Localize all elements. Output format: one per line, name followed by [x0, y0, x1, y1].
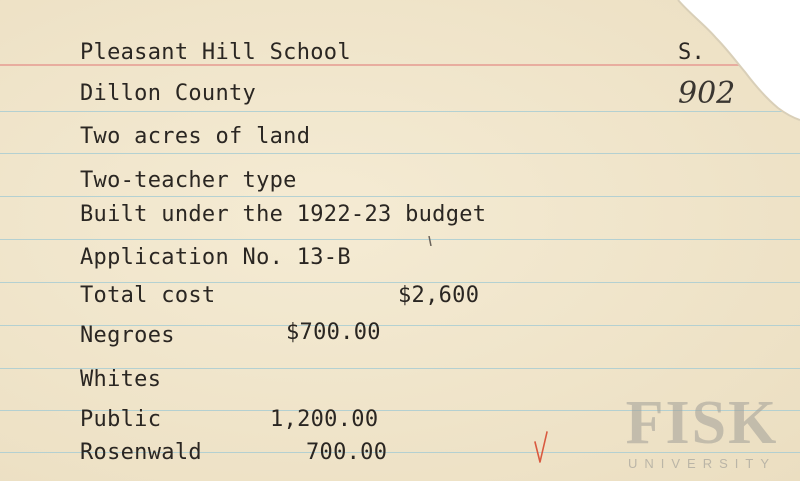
rosenwald-value: 700.00: [306, 440, 388, 465]
school-name: Pleasant Hill School: [80, 40, 351, 65]
rosenwald-label: Rosenwald: [80, 440, 202, 465]
watermark-title: FISK: [625, 389, 779, 457]
whites-label: Whites: [80, 367, 162, 392]
county: Dillon County: [80, 81, 257, 106]
corner-code: S.: [678, 40, 706, 65]
total-cost-value: $2,600: [398, 283, 480, 308]
handwritten-number: 902: [678, 76, 736, 111]
negroes-label: Negroes: [80, 323, 175, 348]
total-cost-label: Total cost: [80, 283, 216, 308]
negroes-value: $700.00: [286, 320, 381, 345]
building-type: Two-teacher type: [80, 168, 297, 193]
budget-year: Built under the 1922-23 budget: [80, 202, 487, 227]
application-number: Application No. 13-B: [80, 245, 351, 270]
public-value: 1,200.00: [270, 407, 379, 432]
watermark-subtitle: UNIVERSITY: [627, 456, 776, 471]
land-size: Two acres of land: [80, 124, 311, 149]
public-label: Public: [80, 407, 162, 432]
